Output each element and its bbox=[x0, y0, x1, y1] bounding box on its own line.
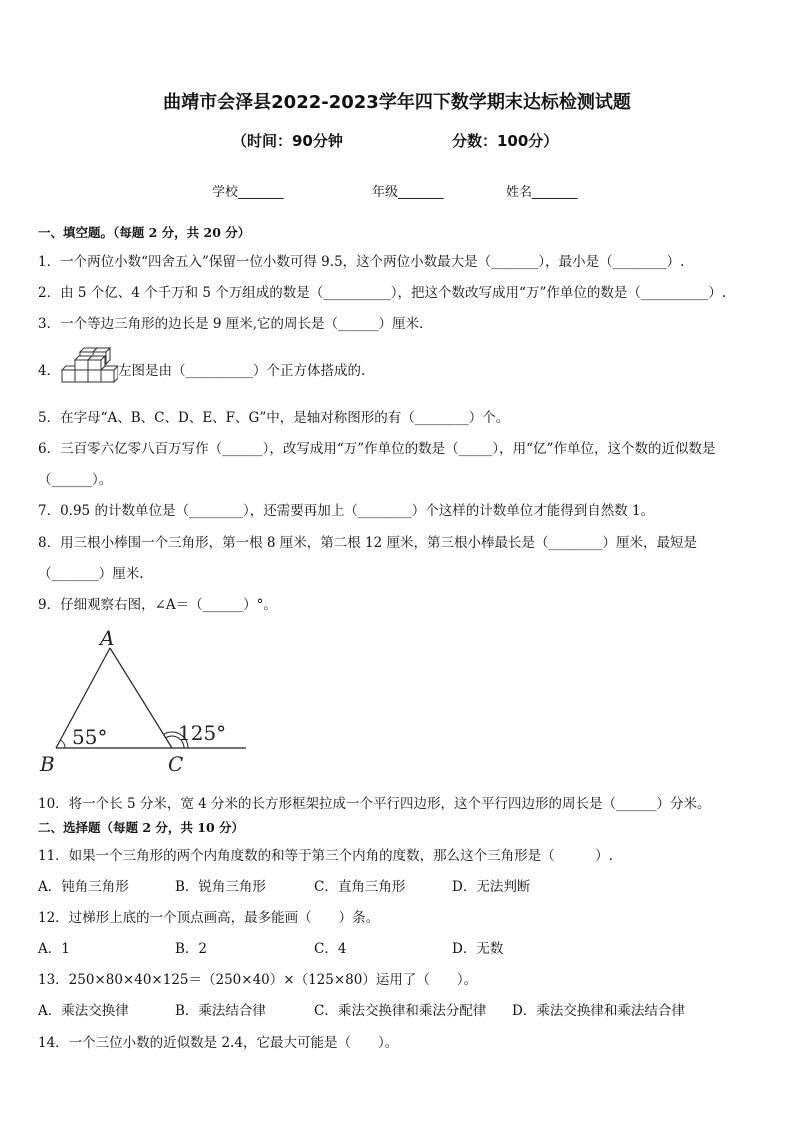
triangle-figure bbox=[36, 624, 252, 776]
question-7: 7．0.95 的计数单位是（________），还需要再加上（________）个这样的计数单位才能得到自然数 1。 bbox=[38, 503, 655, 519]
name-field: 姓名_______ bbox=[506, 185, 578, 200]
angle-c-label: 125° bbox=[178, 721, 227, 745]
section-1-heading: 一、填空题。（每题 2 分，共 20 分） bbox=[38, 225, 251, 240]
school-field: 学校_______ bbox=[212, 185, 284, 200]
angle-b-label: 55° bbox=[72, 725, 108, 749]
grade-field: 年级_______ bbox=[372, 185, 444, 200]
question-8-line-1: 8．用三根小棒围一个三角形，第一根 8 厘米，第二根 12 厘米，第三根小棒最长是（________）厘米，最短是 bbox=[38, 535, 698, 551]
question-6-line-1: 6．三百零六亿零八百万写作（______），改写成用“万”作单位的数是（_____），用“亿”作单位，这个数的近似数是 bbox=[38, 441, 716, 457]
question-14: 14．一个三位小数的近似数是 2.4，它最大可能是（ ）。 bbox=[38, 1035, 399, 1051]
exam-score: 分数：100分） bbox=[452, 132, 559, 150]
vertex-c-label: C bbox=[168, 752, 184, 776]
cubes-figure bbox=[60, 346, 118, 386]
page-title: 曲靖市会泽县2022-2023学年四下数学期末达标检测试题 bbox=[163, 92, 631, 113]
question-12: 12．过梯形上底的一个顶点画高，最多能画（ ）条。 bbox=[38, 910, 380, 926]
question-2: 2．由 5 个亿、4 个千万和 5 个万组成的数是（__________），把这个数改写成用“万”作单位的数是（__________）. bbox=[38, 285, 727, 301]
q13-option-b[interactable]: B．乘法结合律 bbox=[175, 1003, 266, 1019]
exam-time: （时间：90分钟 bbox=[232, 132, 343, 150]
q13-option-a[interactable]: A．乘法交换律 bbox=[38, 1003, 129, 1019]
vertex-b-label: B bbox=[40, 752, 55, 776]
question-4: 左图是由（__________）个正方体搭成的. bbox=[118, 363, 366, 379]
q12-option-c[interactable]: C．4 bbox=[314, 941, 347, 957]
q13-option-c[interactable]: C．乘法交换律和乘法分配律 bbox=[314, 1003, 487, 1019]
question-3: 3．一个等边三角形的边长是 9 厘米,它的周长是（______）厘米. bbox=[38, 316, 424, 332]
question-1: 1．一个两位小数“四舍五入”保留一位小数可得 9.5，这个两位小数最大是（_______），最小是（________）. bbox=[38, 254, 685, 270]
q12-option-d[interactable]: D．无数 bbox=[452, 941, 504, 957]
q13-option-d[interactable]: D．乘法交换律和乘法结合律 bbox=[512, 1003, 685, 1019]
question-6-line-2: （______）。 bbox=[38, 472, 113, 488]
question-9: 9．仔细观察右图，∠A＝（______）°。 bbox=[38, 597, 277, 613]
section-2-heading: 二、选择题（每题 2 分，共 10 分） bbox=[38, 820, 245, 835]
question-5: 5．在字母“A、B、C、D、E、F、G”中，是轴对称图形的有（________）个。 bbox=[38, 410, 510, 426]
q11-option-b[interactable]: B．锐角三角形 bbox=[175, 879, 266, 895]
question-11: 11．如果一个三角形的两个内角度数的和等于第三个内角的度数，那么这个三角形是（ ）. bbox=[38, 848, 613, 864]
q11-option-d[interactable]: D．无法判断 bbox=[452, 879, 531, 895]
vertex-a-label: A bbox=[100, 626, 115, 650]
q11-option-a[interactable]: A．钝角三角形 bbox=[38, 879, 129, 895]
q12-option-a[interactable]: A．1 bbox=[38, 941, 70, 957]
question-10: 10．将一个长 5 分米，宽 4 分米的长方形框架拉成一个平行四边形，这个平行四边形的周长是（______）分米。 bbox=[38, 796, 711, 812]
q12-option-b[interactable]: B．2 bbox=[175, 941, 208, 957]
question-4-number: 4． bbox=[38, 363, 61, 379]
question-13: 13．250×80×40×125＝（250×40）×（125×80）运用了（ ）。 bbox=[38, 972, 478, 988]
q11-option-c[interactable]: C．直角三角形 bbox=[314, 879, 406, 895]
question-8-line-2: （_______）厘米. bbox=[38, 566, 144, 582]
